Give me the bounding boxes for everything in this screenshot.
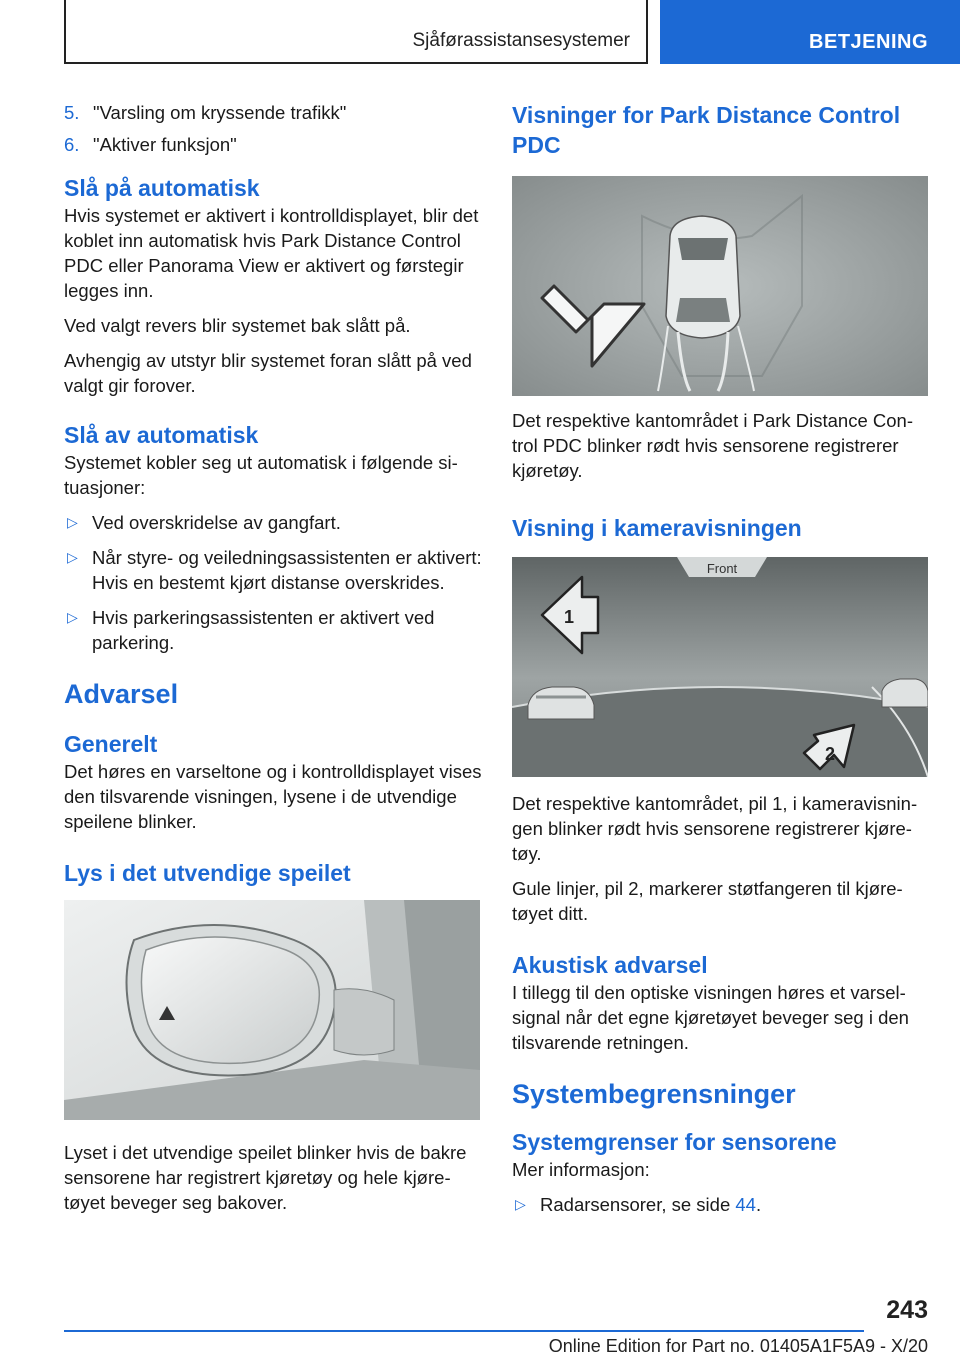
warning-heading: Advarsel	[64, 679, 179, 709]
list-item	[64, 545, 482, 595]
radar-bullet-text: Radarsensorer, se side	[540, 1194, 736, 1215]
camera-heading: Visning i kameravisningen	[512, 515, 802, 541]
camera-caption-1: Det respektive kantområdet, pil 1, i kameravisningen blinker rødt hvis sensorene registrerer kjøretøy.	[512, 793, 918, 864]
bullet-text: Ved overskridelse av gangfart.	[92, 512, 341, 533]
step-number: 6.	[64, 134, 80, 155]
mirror-caption: Lyset i det utvendige speilet blinker hvis de bakre sensorene har registrert kjøretøy og hele kjøretøyet beveger seg bakover.	[64, 1142, 467, 1213]
footer-divider	[64, 1330, 864, 1332]
auto-off-heading: Slå av automatisk	[64, 422, 259, 448]
pdc-caption: Det respektive kantområdet i Park Distance Control PDC blinker rødt hvis sensorene registrerer kjøretøy.	[512, 410, 914, 481]
camera-view-illustration	[512, 557, 928, 777]
side-mirror-illustration	[64, 900, 480, 1120]
bullet-triangle-icon: ▷	[67, 514, 78, 530]
auto-on-paragraph-1: Hvis systemet er aktivert i kontrolldisplayet, blir det koblet inn automatisk hvis Park Distance Control PDC eller Panorama View er aktivert og førstegir legges inn.	[64, 205, 479, 301]
bullet-triangle-icon: ▷	[515, 1196, 526, 1212]
list-item	[64, 100, 482, 125]
camera-marker-2: 2	[824, 744, 836, 764]
step-text: "Aktiver funksjon"	[93, 134, 237, 155]
general-heading: Generelt	[64, 731, 158, 757]
list-item	[64, 510, 482, 535]
pdc-view-illustration	[512, 176, 928, 396]
header-chapter-label: BETJENING	[809, 31, 928, 53]
camera-marker-1: 1	[563, 607, 575, 627]
camera-caption-2: Gule linjer, pil 2, markerer støtfangeren til kjøretøyet ditt.	[512, 878, 903, 924]
bullet-text: Når styre- og veiledningsassistenten er aktivert: Hvis en bestemt kjørt distanse overskrides.	[92, 547, 482, 593]
list-item	[512, 1192, 930, 1217]
right-column	[512, 100, 930, 1227]
bullet-text	[540, 1192, 761, 1217]
limits-heading: Systembegrensninger	[512, 1079, 796, 1109]
list-item	[64, 132, 482, 157]
general-text: Det høres en varseltone og i kontrolldisplayet vises den tilsvarende visningen, lysene i de utvendige speilene blinker.	[64, 761, 482, 832]
auto-off-intro: Systemet kobler seg ut automatisk i følgende situasjoner:	[64, 452, 458, 498]
step-number: 5.	[64, 102, 80, 123]
acoustic-heading: Akustisk advarsel	[512, 952, 708, 978]
auto-on-heading: Slå på automatisk	[64, 175, 260, 201]
list-item	[64, 605, 482, 655]
bullet-triangle-icon: ▷	[67, 549, 78, 565]
radar-bullet-end: .	[755, 1194, 762, 1215]
edition-note: Online Edition for Part no. 01405A1F5A9 - X/20	[548, 1336, 928, 1356]
step-list	[64, 100, 482, 157]
mirror-heading: Lys i det utvendige speilet	[64, 860, 351, 886]
step-text: "Varsling om kryssende trafikk"	[93, 102, 347, 123]
page-number: 243	[886, 1296, 928, 1324]
sensor-limits-heading: Systemgrenser for sensorene	[512, 1129, 837, 1155]
header-section-title: Sjåførassistansesystemer	[412, 30, 630, 51]
acoustic-text: I tillegg til den optiske visningen høres et varselsignal når det egne kjøretøyet beveger seg i den tilsvarende retningen.	[512, 982, 909, 1053]
left-column	[64, 100, 482, 1215]
more-info-text: Mer informasjon:	[512, 1159, 650, 1180]
auto-on-paragraph-2: Ved valgt revers blir systemet bak slått på.	[64, 315, 411, 336]
pdc-heading: Visninger for Park Distance Control PDC	[512, 102, 901, 158]
bullet-text: Hvis parkeringsassistenten er aktivert ved parkering.	[92, 607, 435, 653]
auto-on-paragraph-3: Avhengig av utstyr blir systemet foran slått på ved valgt gir forover.	[64, 350, 472, 396]
camera-tab-label: Front	[706, 561, 738, 576]
page-link-44[interactable]: 44	[735, 1194, 756, 1215]
bullet-triangle-icon: ▷	[67, 609, 78, 625]
header-chapter-tab[interactable]	[660, 0, 960, 64]
header-section-box	[64, 0, 648, 64]
